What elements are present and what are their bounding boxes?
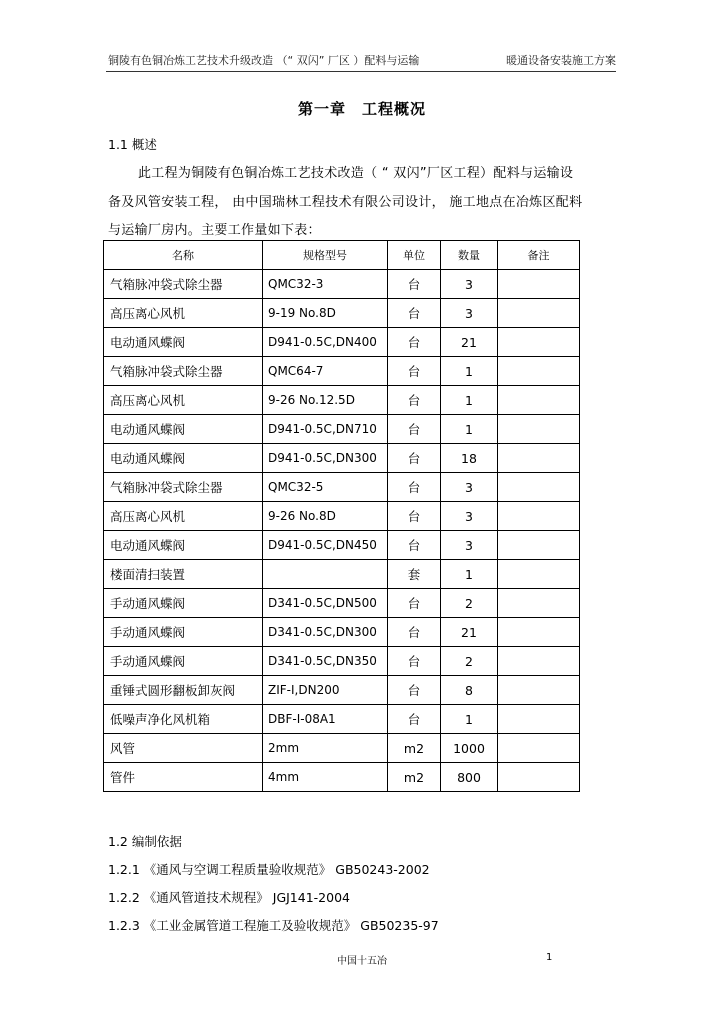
cell-unit: 台 bbox=[388, 647, 441, 676]
cell-unit: m2 bbox=[388, 734, 441, 763]
cell-name: 电动通风蝶阀 bbox=[104, 531, 263, 560]
cell-remarks bbox=[498, 357, 580, 386]
cell-unit: 台 bbox=[388, 444, 441, 473]
cell-quantity: 1 bbox=[441, 357, 498, 386]
header-project-title: 铜陵有色铜冶炼工艺技术升级改造 （“ 双闪” 厂区 ）配料与运输 bbox=[108, 54, 420, 67]
table-row bbox=[104, 270, 580, 299]
cell-spec: D341-0.5C,DN350 bbox=[263, 647, 388, 676]
cell-remarks bbox=[498, 299, 580, 328]
column-header-remarks: 备注 bbox=[498, 241, 580, 270]
cell-unit: 台 bbox=[388, 357, 441, 386]
cell-spec: ZIF-I,DN200 bbox=[263, 676, 388, 705]
column-header-name: 名称 bbox=[104, 241, 263, 270]
cell-name: 气箱脉冲袋式除尘器 bbox=[104, 357, 263, 386]
column-header-quantity: 数量 bbox=[441, 241, 498, 270]
cell-name: 电动通风蝶阀 bbox=[104, 328, 263, 357]
cell-spec: DBF-I-08A1 bbox=[263, 705, 388, 734]
cell-name: 重锤式圆形翻板卸灰阀 bbox=[104, 676, 263, 705]
cell-spec: QMC32-3 bbox=[263, 270, 388, 299]
cell-quantity: 18 bbox=[441, 444, 498, 473]
footer-company: 中国十五冶 bbox=[337, 956, 387, 967]
cell-spec: QMC64-7 bbox=[263, 357, 388, 386]
cell-name: 电动通风蝶阀 bbox=[104, 444, 263, 473]
cell-quantity: 3 bbox=[441, 299, 498, 328]
table-row bbox=[104, 647, 580, 676]
cell-remarks bbox=[498, 531, 580, 560]
cell-unit: m2 bbox=[388, 763, 441, 792]
cell-name: 气箱脉冲袋式除尘器 bbox=[104, 473, 263, 502]
cell-quantity: 1 bbox=[441, 415, 498, 444]
cell-spec: 9-19 No.8D bbox=[263, 299, 388, 328]
cell-quantity: 8 bbox=[441, 676, 498, 705]
cell-quantity: 1 bbox=[441, 705, 498, 734]
cell-quantity: 800 bbox=[441, 763, 498, 792]
cell-unit: 台 bbox=[388, 502, 441, 531]
cell-spec: D941-0.5C,DN400 bbox=[263, 328, 388, 357]
cell-quantity: 1 bbox=[441, 386, 498, 415]
cell-remarks bbox=[498, 502, 580, 531]
cell-remarks bbox=[498, 560, 580, 589]
cell-name: 电动通风蝶阀 bbox=[104, 415, 263, 444]
column-header-spec: 规格型号 bbox=[263, 241, 388, 270]
cell-name: 手动通风蝶阀 bbox=[104, 647, 263, 676]
table-row bbox=[104, 357, 580, 386]
overview-paragraph-line-3: 与运输厂房内。主要工作量如下表： bbox=[108, 223, 321, 238]
cell-unit: 台 bbox=[388, 705, 441, 734]
cell-unit: 台 bbox=[388, 589, 441, 618]
cell-remarks bbox=[498, 734, 580, 763]
cell-name: 楼面清扫装置 bbox=[104, 560, 263, 589]
table-row bbox=[104, 473, 580, 502]
cell-name: 气箱脉冲袋式除尘器 bbox=[104, 270, 263, 299]
reference-item: 1.2.1 《通风与空调工程质量验收规范》 GB50243-2002 bbox=[108, 862, 430, 877]
cell-name: 低噪声净化风机箱 bbox=[104, 705, 263, 734]
cell-spec: 4mm bbox=[263, 763, 388, 792]
cell-name: 手动通风蝶阀 bbox=[104, 618, 263, 647]
cell-remarks bbox=[498, 386, 580, 415]
cell-unit: 台 bbox=[388, 618, 441, 647]
cell-remarks bbox=[498, 647, 580, 676]
chapter-title: 第一章 工程概况 bbox=[297, 100, 426, 118]
header-divider bbox=[106, 71, 616, 72]
cell-spec: D341-0.5C,DN300 bbox=[263, 618, 388, 647]
table-row bbox=[104, 618, 580, 647]
cell-quantity: 3 bbox=[441, 502, 498, 531]
cell-spec: D941-0.5C,DN450 bbox=[263, 531, 388, 560]
table-row bbox=[104, 444, 580, 473]
cell-unit: 台 bbox=[388, 386, 441, 415]
cell-quantity: 21 bbox=[441, 328, 498, 357]
cell-name: 高压离心风机 bbox=[104, 502, 263, 531]
cell-quantity: 3 bbox=[441, 473, 498, 502]
overview-paragraph-line-1: 此工程为铜陵有色铜冶炼工艺技术改造（ “ 双闪”厂区工程）配料与运输设 bbox=[138, 166, 574, 181]
table-row bbox=[104, 589, 580, 618]
cell-unit: 台 bbox=[388, 415, 441, 444]
table-row bbox=[104, 763, 580, 792]
cell-quantity: 1000 bbox=[441, 734, 498, 763]
cell-remarks bbox=[498, 473, 580, 502]
cell-spec: D941-0.5C,DN710 bbox=[263, 415, 388, 444]
header-doc-title: 暖通设备安装施工方案 bbox=[506, 54, 616, 67]
table-row bbox=[104, 386, 580, 415]
cell-quantity: 2 bbox=[441, 647, 498, 676]
reference-item: 1.2.3 《工业金属管道工程施工及验收规范》 GB50235-97 bbox=[108, 918, 439, 933]
table-row bbox=[104, 676, 580, 705]
table-row bbox=[104, 502, 580, 531]
cell-remarks bbox=[498, 270, 580, 299]
table-row bbox=[104, 705, 580, 734]
cell-remarks bbox=[498, 763, 580, 792]
cell-spec: D941-0.5C,DN300 bbox=[263, 444, 388, 473]
cell-spec: 9-26 No.8D bbox=[263, 502, 388, 531]
table-row bbox=[104, 560, 580, 589]
cell-remarks bbox=[498, 705, 580, 734]
cell-quantity: 1 bbox=[441, 560, 498, 589]
cell-unit: 台 bbox=[388, 270, 441, 299]
cell-remarks bbox=[498, 444, 580, 473]
cell-name: 高压离心风机 bbox=[104, 299, 263, 328]
table-row bbox=[104, 734, 580, 763]
overview-paragraph-line-2: 备及风管安装工程， 由中国瑞林工程技术有限公司设计， 施工地点在冶炼区配料 bbox=[108, 195, 583, 210]
cell-quantity: 3 bbox=[441, 531, 498, 560]
cell-spec: D341-0.5C,DN500 bbox=[263, 589, 388, 618]
cell-quantity: 21 bbox=[441, 618, 498, 647]
cell-remarks bbox=[498, 676, 580, 705]
cell-unit: 台 bbox=[388, 531, 441, 560]
cell-remarks bbox=[498, 328, 580, 357]
column-header-unit: 单位 bbox=[388, 241, 441, 270]
reference-item: 1.2.2 《通风管道技术规程》 JGJ141-2004 bbox=[108, 890, 350, 905]
table-row bbox=[104, 299, 580, 328]
cell-unit: 台 bbox=[388, 328, 441, 357]
cell-spec: 2mm bbox=[263, 734, 388, 763]
table-row bbox=[104, 415, 580, 444]
cell-name: 手动通风蝶阀 bbox=[104, 589, 263, 618]
cell-quantity: 3 bbox=[441, 270, 498, 299]
cell-unit: 台 bbox=[388, 676, 441, 705]
cell-name: 风管 bbox=[104, 734, 263, 763]
page-number: 1 bbox=[546, 952, 553, 963]
table-body bbox=[104, 270, 580, 792]
section-heading-overview: 1.1 概述 bbox=[108, 137, 157, 152]
cell-name: 高压离心风机 bbox=[104, 386, 263, 415]
cell-quantity: 2 bbox=[441, 589, 498, 618]
table-row bbox=[104, 531, 580, 560]
cell-spec: 9-26 No.12.5D bbox=[263, 386, 388, 415]
cell-remarks bbox=[498, 589, 580, 618]
section-heading-basis: 1.2 编制依据 bbox=[108, 834, 182, 849]
table-header-row bbox=[104, 241, 580, 270]
cell-remarks bbox=[498, 618, 580, 647]
table-row bbox=[104, 328, 580, 357]
workload-table bbox=[103, 240, 580, 792]
cell-name: 管件 bbox=[104, 763, 263, 792]
cell-spec bbox=[263, 560, 388, 589]
cell-spec: QMC32-5 bbox=[263, 473, 388, 502]
cell-unit: 台 bbox=[388, 299, 441, 328]
cell-unit: 套 bbox=[388, 560, 441, 589]
cell-remarks bbox=[498, 415, 580, 444]
cell-unit: 台 bbox=[388, 473, 441, 502]
